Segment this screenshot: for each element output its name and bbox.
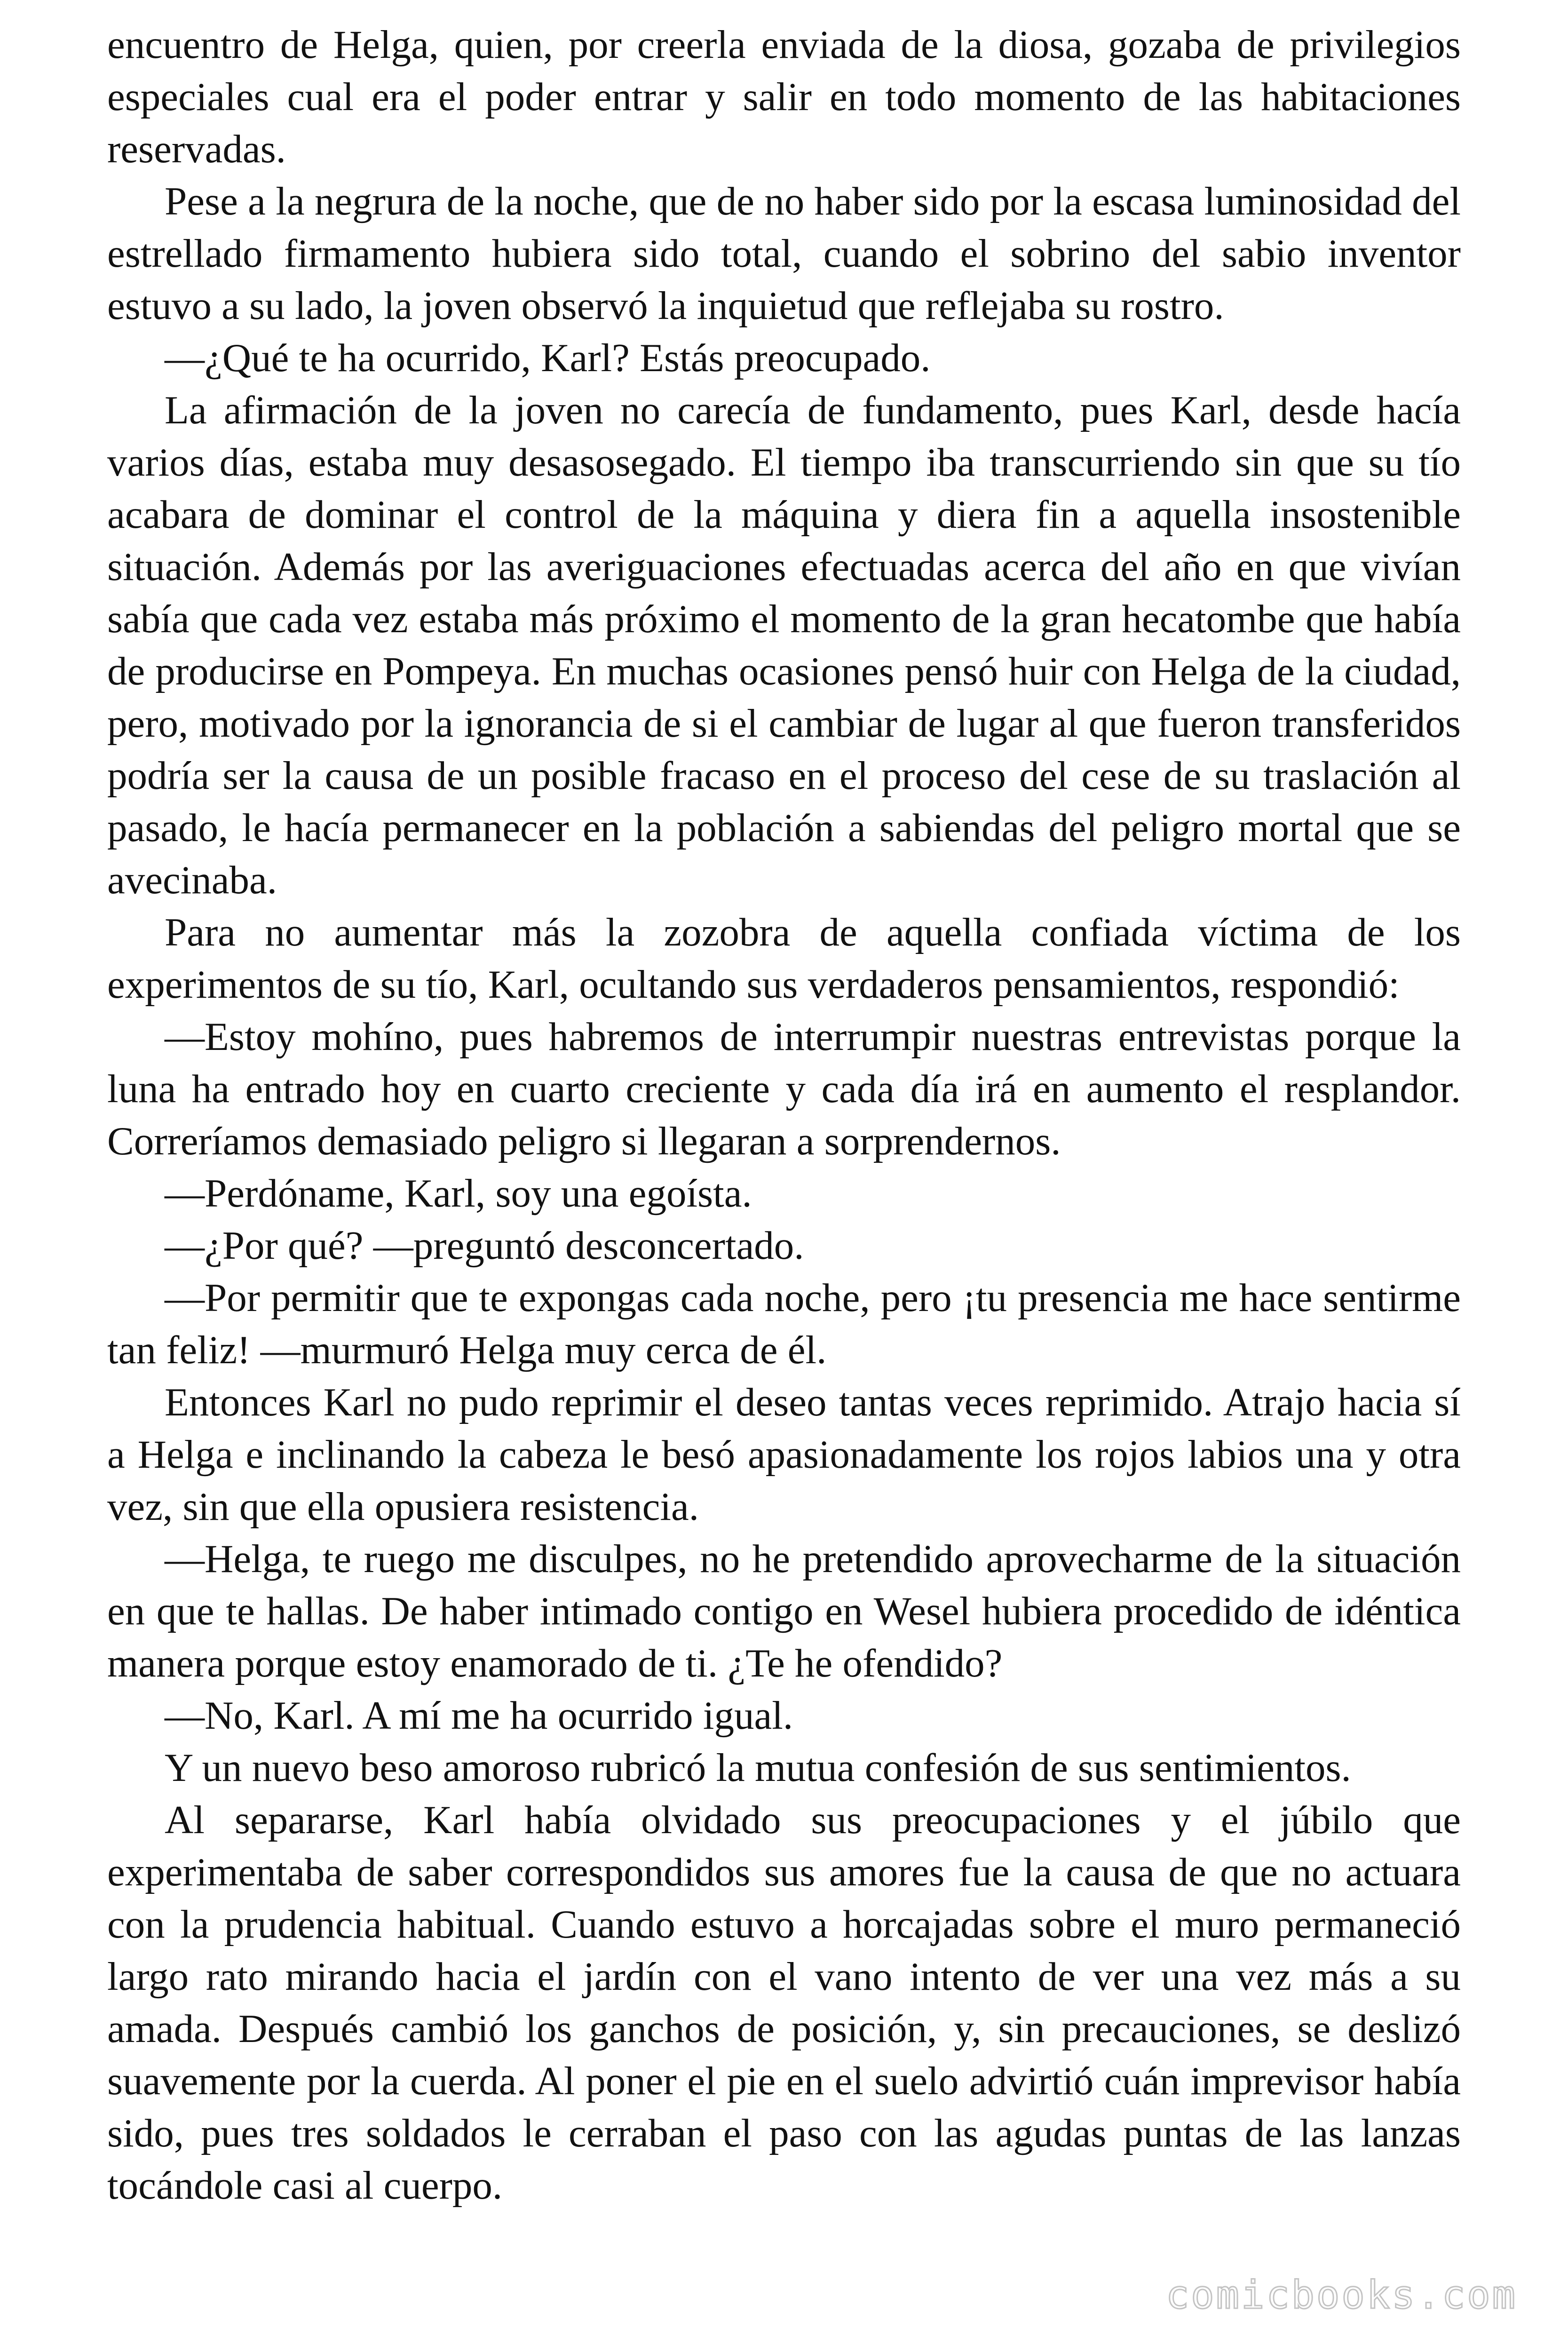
watermark: comicbooks.com (1165, 2273, 1517, 2318)
paragraph: La afirmación de la joven no carecía de fundamento, pues Karl, desde hacía varios días, estaba muy desasosegado. El tiempo iba transcurriendo sin que su tío acabara de dominar el control de la máquina y diera fin a aquella insostenible situación. Además por las averiguaciones efectuadas acerca del año en que vivían sabía que cada vez estaba más próximo el momento de la gran hecatombe que había de producirse en Pompeya. En muchas ocasiones pensó huir con Helga de la ciudad, pero, motivado por la ignorancia de si el cambiar de lugar al que fueron transferidos podría ser la causa de un posible fracaso en el proceso del cese de su traslación al pasado, le hacía permanecer en la población a sabiendas del peligro mortal que se avecinaba. (107, 388, 1461, 902)
dialogue-line: —Por permitir que te expongas cada noche, pero ¡tu presencia me hace sentirme tan feliz! —murmuró Helga muy cerca de él. (107, 1276, 1461, 1372)
paragraph: Entonces Karl no pudo reprimir el deseo tantas veces reprimido. Atrajo hacia sí a Helga e inclinando la cabeza le besó apasionadamente los rojos labios una y otra vez, sin que ella opusiera resistencia. (107, 1380, 1461, 1529)
book-page-text (107, 19, 1461, 2212)
paragraph: Al separarse, Karl había olvidado sus preocupaciones y el júbilo que experimentaba de saber correspondidos sus amores fue la causa de que no actuara con la prudencia habitual. Cuando estuvo a horcajadas sobre el muro permaneció largo rato mirando hacia el jardín con el vano intento de ver una vez más a su amada. Después cambió los ganchos de posición, y, sin precauciones, se deslizó suavemente por la cuerda. Al poner el pie en el suelo advirtió cuán imprevisor había sido, pues tres soldados le cerraban el paso con las agudas puntas de las lanzas tocándole casi al cuerpo. (107, 1798, 1461, 2208)
paragraph: Para no aumentar más la zozobra de aquella confiada víctima de los experimentos de su tío, Karl, ocultando sus verdaderos pensamientos, respondió: (107, 910, 1461, 1007)
dialogue-line: —¿Qué te ha ocurrido, Karl? Estás preocupado. (165, 336, 931, 380)
paragraph-continuation: encuentro de Helga, quien, por creerla enviada de la diosa, gozaba de privilegios especiales cual era el poder entrar y salir en todo momento de las habitaciones reservadas. (107, 23, 1461, 171)
dialogue-line: —No, Karl. A mí me ha ocurrido igual. (165, 1693, 793, 1738)
dialogue-line: —¿Por qué? —preguntó desconcertado. (165, 1224, 804, 1268)
paragraph: Pese a la negrura de la noche, que de no haber sido por la escasa luminosidad del estrellado firmamento hubiera sido total, cuando el sobrino del sabio inventor estuvo a su lado, la joven observó la inquietud que reflejaba su rostro. (107, 179, 1461, 328)
dialogue-line: —Helga, te ruego me disculpes, no he pretendido aprovecharme de la situación en que te hallas. De haber intimado contigo en Wesel hubiera procedido de idéntica manera porque estoy enamorado de ti. ¿Te he ofendido? (107, 1537, 1461, 1685)
paragraph: Y un nuevo beso amoroso rubricó la mutua confesión de sus sentimientos. (165, 1746, 1351, 1790)
dialogue-line: —Estoy mohíno, pues habremos de interrumpir nuestras entrevistas porque la luna ha entrado hoy en cuarto creciente y cada día irá en aumento el resplandor. Correríamos demasiado peligro si llegaran a sorprendernos. (107, 1015, 1461, 1163)
dialogue-line: —Perdóname, Karl, soy una egoísta. (165, 1171, 752, 1216)
